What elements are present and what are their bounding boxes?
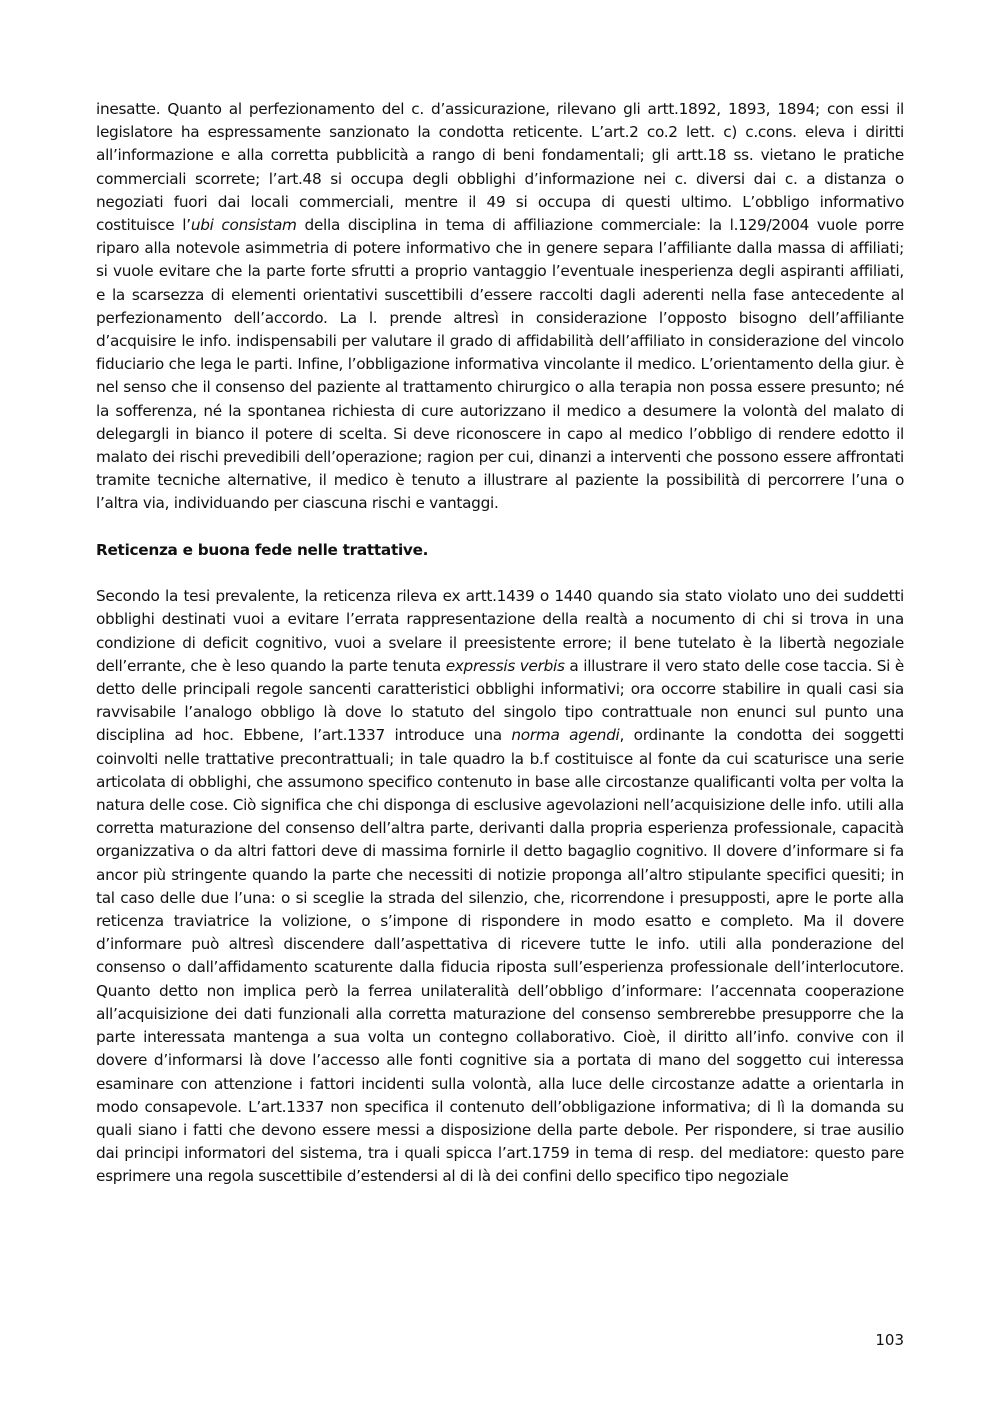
italic-term: ubi consistam (190, 216, 297, 235)
paragraph-text: , ordinante la condotta dei soggetti coinvolti nelle trattative precontrattuali; in tale quadro la b.f costituisce al fonte da cui scaturisce una serie articolata di obblighi, che assumono specifico contenuto in base alle circostanze qualificanti volta per volta la natura delle cose. Ciò significa che chi disponga di esclusive agevolazioni nell’acquisizione delle info. utili alla corretta maturazione del consenso dell’altra parte, derivanti dalla propria esperienza professionale, capacità organizzativa o da altri fattori deve di massima fornirle il detto bagaglio cognitivo. Il dovere d’informare si fa ancor più stringente quando la parte che necessiti di notizie proponga all’altro stipulante specifici quesiti; in tal caso delle due l’una: o si sceglie la strada del silenzio, che, ricorrendone i presupposti, apre le porte alla reticenza traviatrice la volizione, o s’impone di rispondere in modo esatto e completo. Ma il dovere d’informare può altresì discendere dall’aspettativa di ricevere tutte le info. utili alla ponderazione del consenso o dall’affidamento scaturente dalla fiducia riposta sull’esperienza professionale dell’interlocutore. Quanto detto non implica però la ferrea unilateralità dell’obbligo d’informare: l’accennata cooperazione all’acquisizione dei dati funzionali alla corretta maturazione del consenso sembrerebbe presupporre che la parte interessata mantenga a sua volta un contegno collaborativo. Cioè, il diritto all’info. convive con il dovere d’informarsi là dove l’accesso alle fonti cognitive sia a portata di mano del soggetto cui interessa esaminare con attenzione i fattori incidenti sulla volontà, alla luce delle circostanze adatte a orientarla in modo consapevole. L’art.1337 non specifica il contenuto dell’obbligazione informativa; di lì la domanda su quali siano i fatti che devono essere messi a disposizione della parte debole. Per rispondere, si trae ausilio dai principi informatori del sistema, tra i quali spicca l’art.1759 in tema di resp. del mediatore: questo pare esprimere una regola suscettibile d’estendersi al di là dei confini dello specifico tipo negoziale (96, 726, 904, 1186)
body-paragraph-2 (96, 585, 904, 1188)
italic-term: norma agendi (511, 726, 620, 745)
paragraph-text: a illustrare il vero stato delle cose taccia. Si è detto delle principali regole sancenti caratteristici obblighi informativi; ora occorre stabilire in quali casi sia ravvisabile l’analogo obbligo là dove lo statuto del singolo tipo contrattuale non enunci sul punto una disciplina ad hoc. Ebbene, l’art.1337 introduce una (96, 656, 905, 745)
paragraph-text: Secondo la tesi prevalente, la reticenza rileva ex artt.1439 o 1440 quando sia stato violato uno dei suddetti obblighi destinati vuoi a evitare l’errata rappresentazione della realtà a nocumento di chi si trova in una condizione di deficit cognitivo, vuoi a svelare il preesistente errore; il bene tutelato è la libertà negoziale dell’errante, che è leso quando la parte tenuta (96, 587, 904, 675)
paragraph-text: della disciplina in tema di affiliazione commerciale: la l.129/2004 vuole porre riparo alla notevole asimmetria di potere informativo che in genere separa l’affiliante dalla massa di affiliati; si vuole evitare che la parte forte sfrutti a proprio vantaggio l’eventuale inesperienza degli aspiranti affiliati, e la scarsezza di elementi orientativi suscettibili d’essere raccolti dagli aderenti nella fase antecedente al perfezionamento dell’accordo. La l. prende altresì in considerazione l’opposto bisogno dell’affiliante d’acquisire le info. indispensabili per valutare il grado di affidabilità dell’affiliato in considerazione del vincolo fiduciario che lega le parti. Infine, l’obbligazione informativa vincolante il medico. L’orientamento della giur. è nel senso che il consenso del paziente al trattamento chirurgico o alla terapia non possa essere presunto; né la sofferenza, né la spontanea richiesta di cure autorizzano il medico a desumere la volontà del malato di delegargli in bianco il potere di scelta. Si deve riconoscere in capo al medico l’obbligo di rendere edotto il malato dei rischi prevedibili dell’operazione; ragion per cui, dinanzi a interventi che possono essere affrontati tramite tecniche alternative, il medico è tenuto a illustrare al paziente la possibilità di percorrere l’una o l’altra via, individuando per ciascuna rischi e vantaggi. (96, 216, 905, 513)
section-heading: Reticenza e buona fede nelle trattative. (96, 540, 429, 559)
italic-term: expressis verbis (445, 656, 565, 675)
document-page (96, 98, 904, 1189)
page-number: 103 (875, 1331, 904, 1349)
paragraph-text: inesatte. Quanto al perfezionamento del c. d’assicurazione, rilevano gli artt.1892, 1893, 1894; con essi il legislatore ha espressamente sanzionato la condotta reticente. L’art.2 co.2 lett. c) c.cons. eleva i diritti all’informazione e alla corretta pubblicità a rango di beni fondamentali; gli artt.18 ss. vietano le pratiche commerciali scorrete; l’art.48 si occupa degli obblighi d’informazione nei c. diversi dai c. a distanza o negoziati fuori dai locali commerciali, mentre il 49 si occupa di questi ultimo. L’obbligo informativo costituisce l’ (96, 100, 904, 235)
body-paragraph-1 (96, 98, 904, 516)
